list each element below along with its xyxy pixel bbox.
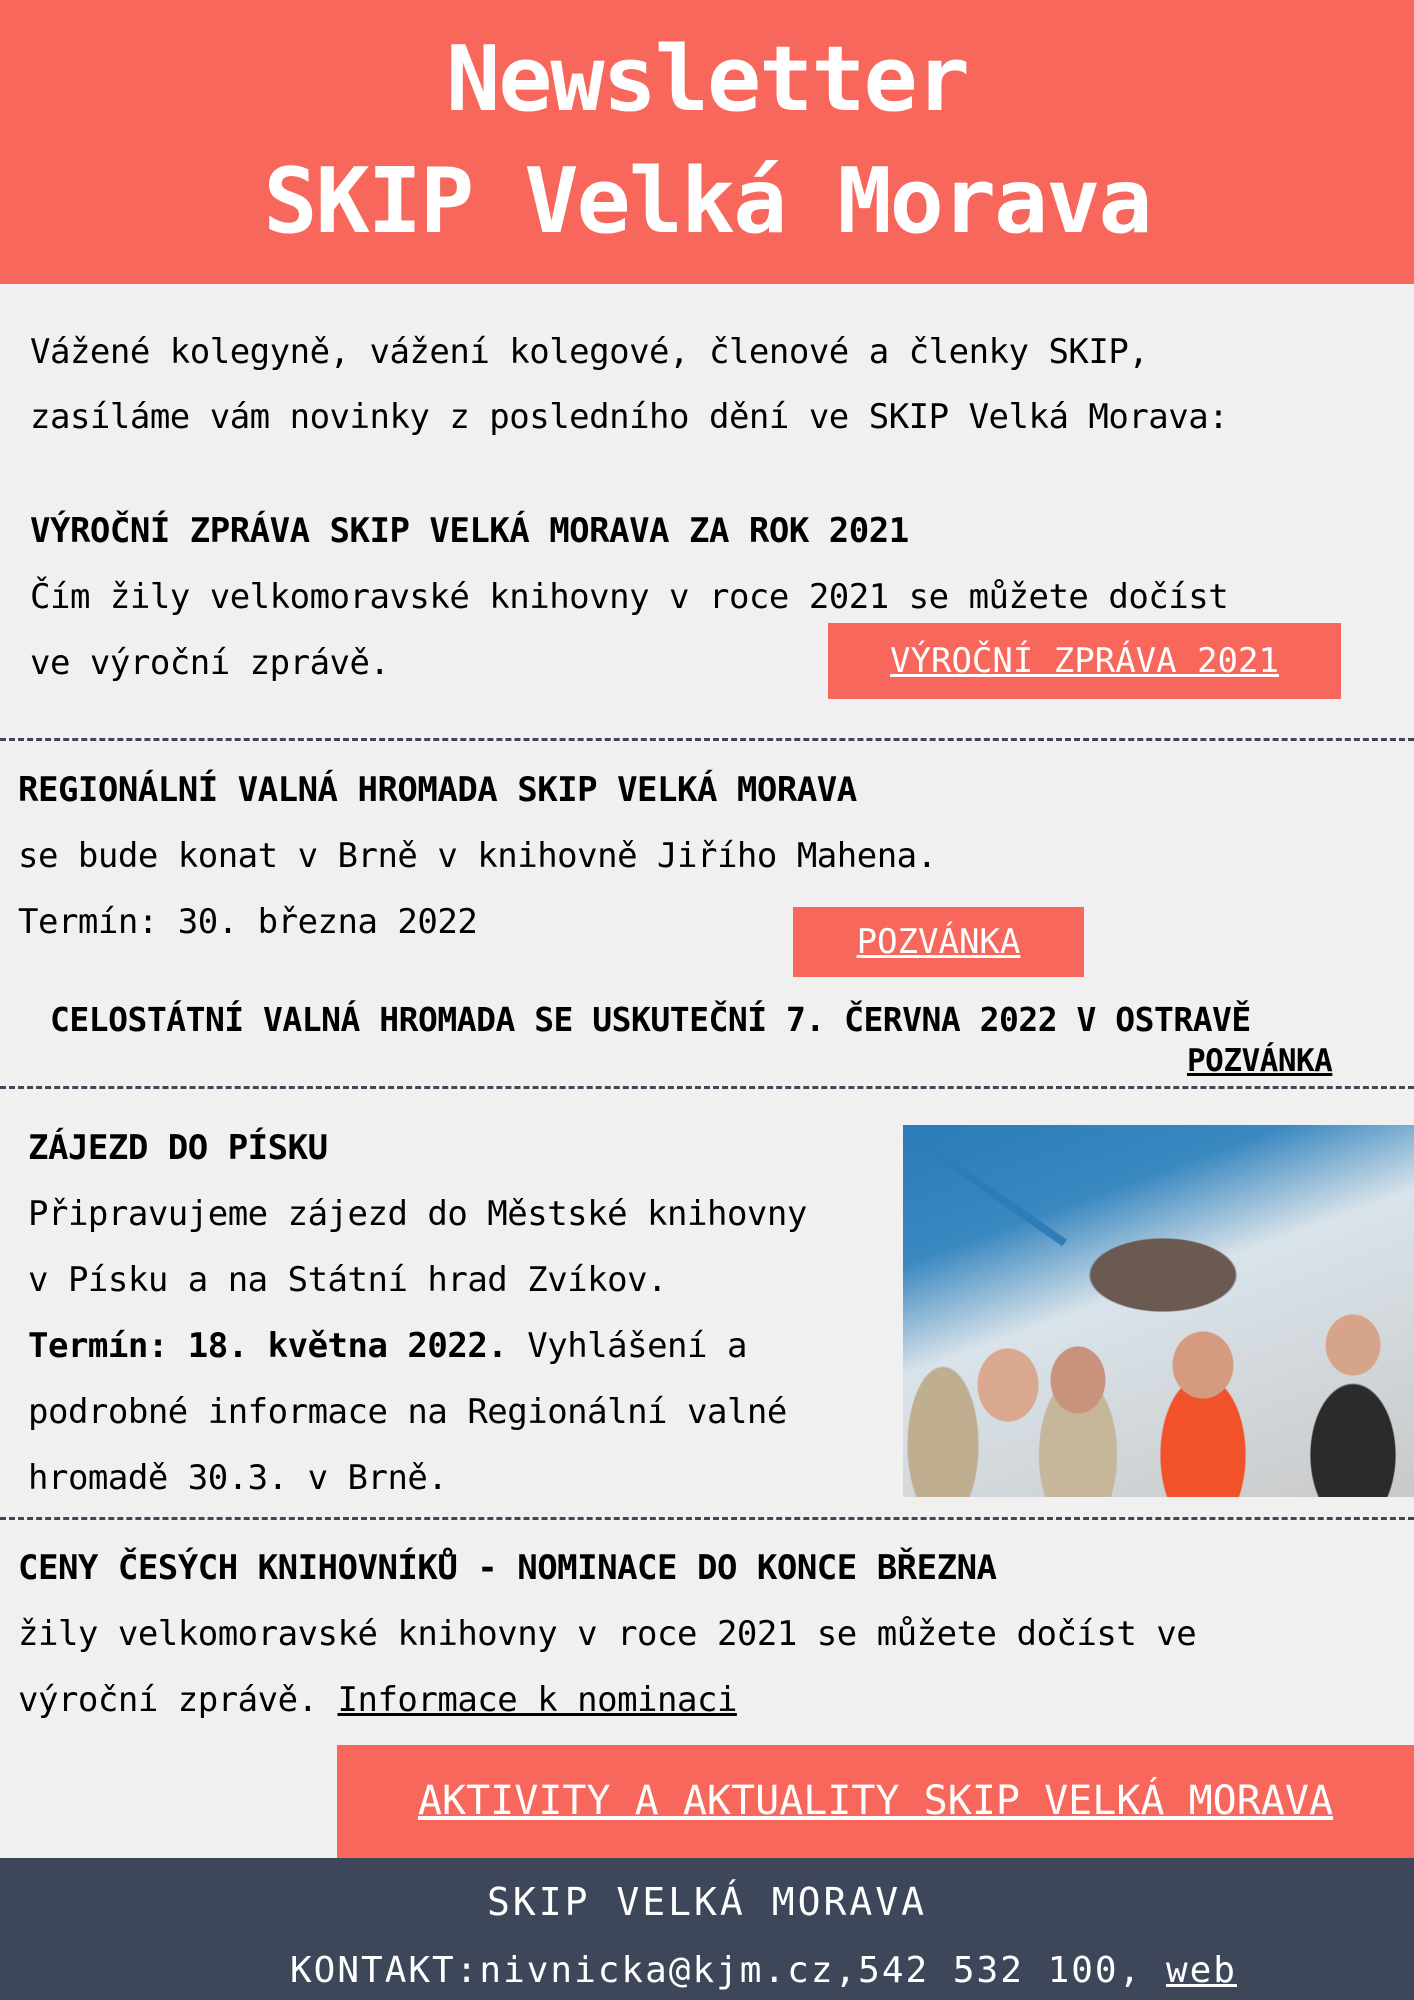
annual-report-text-1: Čím žily velkomoravské knihovny v roce 2021 se můžete dočíst	[30, 577, 1229, 617]
intro-greeting: Vážené kolegyně, vážení kolegové, členové a členky SKIP,	[30, 332, 1149, 372]
header-title-line2: SKIP Velká Morava	[263, 149, 1151, 254]
section-divider	[0, 1086, 1414, 1089]
footer-web-link[interactable]: web	[1165, 1950, 1237, 1991]
section-divider	[0, 1517, 1414, 1520]
activities-button[interactable]: AKTIVITY A AKTUALITY SKIP VELKÁ MORAVA	[337, 1745, 1414, 1858]
annual-report-text-2: ve výroční zprávě.	[30, 643, 390, 683]
footer-contact	[290, 1950, 1237, 1991]
trip-text-3	[28, 1326, 747, 1366]
trip-date: Termín: 18. května 2022.	[28, 1326, 508, 1366]
trip-text-1: Připravujeme zájezd do Městské knihovny	[28, 1194, 807, 1234]
awards-text-1: žily velkomoravské knihovny v roce 2021 se můžete dočíst ve	[18, 1614, 1197, 1654]
section-divider	[0, 738, 1414, 741]
nomination-info-link[interactable]: Informace k nominaci	[337, 1680, 737, 1720]
newsletter-header	[0, 0, 1414, 284]
national-invitation-link[interactable]: POZVÁNKA	[1187, 1043, 1333, 1079]
annual-report-title: VÝROČNÍ ZPRÁVA SKIP VELKÁ MORAVA ZA ROK 2021	[30, 511, 909, 551]
footer	[0, 1858, 1414, 2000]
awards-text-2	[18, 1680, 737, 1720]
trip-title: ZÁJEZD DO PÍSKU	[28, 1128, 328, 1168]
group-photo	[903, 1125, 1414, 1497]
trip-text-5: hromadě 30.3. v Brně.	[28, 1458, 448, 1498]
awards-text-2-prefix: výroční zprávě.	[18, 1680, 338, 1720]
awards-title: CENY ČESÝCH KNIHOVNÍKŮ - NOMINACE DO KONCE BŘEZNA	[18, 1548, 997, 1588]
trip-text-2: v Písku a na Státní hrad Zvíkov.	[28, 1260, 668, 1300]
footer-contact-text: KONTAKT:nivnicka@kjm.cz,542 532 100,	[290, 1950, 1166, 1991]
regional-meeting-text: se bude konat v Brně v knihovně Jiřího Mahena.	[18, 836, 937, 876]
regional-meeting-title: REGIONÁLNÍ VALNÁ HROMADA SKIP VELKÁ MORAVA	[18, 770, 857, 810]
national-meeting-title: CELOSTÁTNÍ VALNÁ HROMADA SE USKUTEČNÍ 7. ČERVNA 2022 V OSTRAVĚ	[50, 1000, 1251, 1039]
regional-meeting-date: Termín: 30. března 2022	[18, 902, 478, 942]
intro-text: zasíláme vám novinky z posledního dění ve SKIP Velká Morava:	[30, 397, 1229, 437]
trip-text-4: podrobné informace na Regionální valné	[28, 1392, 787, 1432]
trip-announcement: Vyhlášení a	[507, 1326, 747, 1366]
footer-org-name: SKIP VELKÁ MORAVA	[487, 1880, 927, 1924]
annual-report-button[interactable]: VÝROČNÍ ZPRÁVA 2021	[828, 623, 1341, 699]
invitation-button[interactable]: POZVÁNKA	[793, 907, 1084, 977]
header-title-line1: Newsletter	[446, 27, 968, 132]
